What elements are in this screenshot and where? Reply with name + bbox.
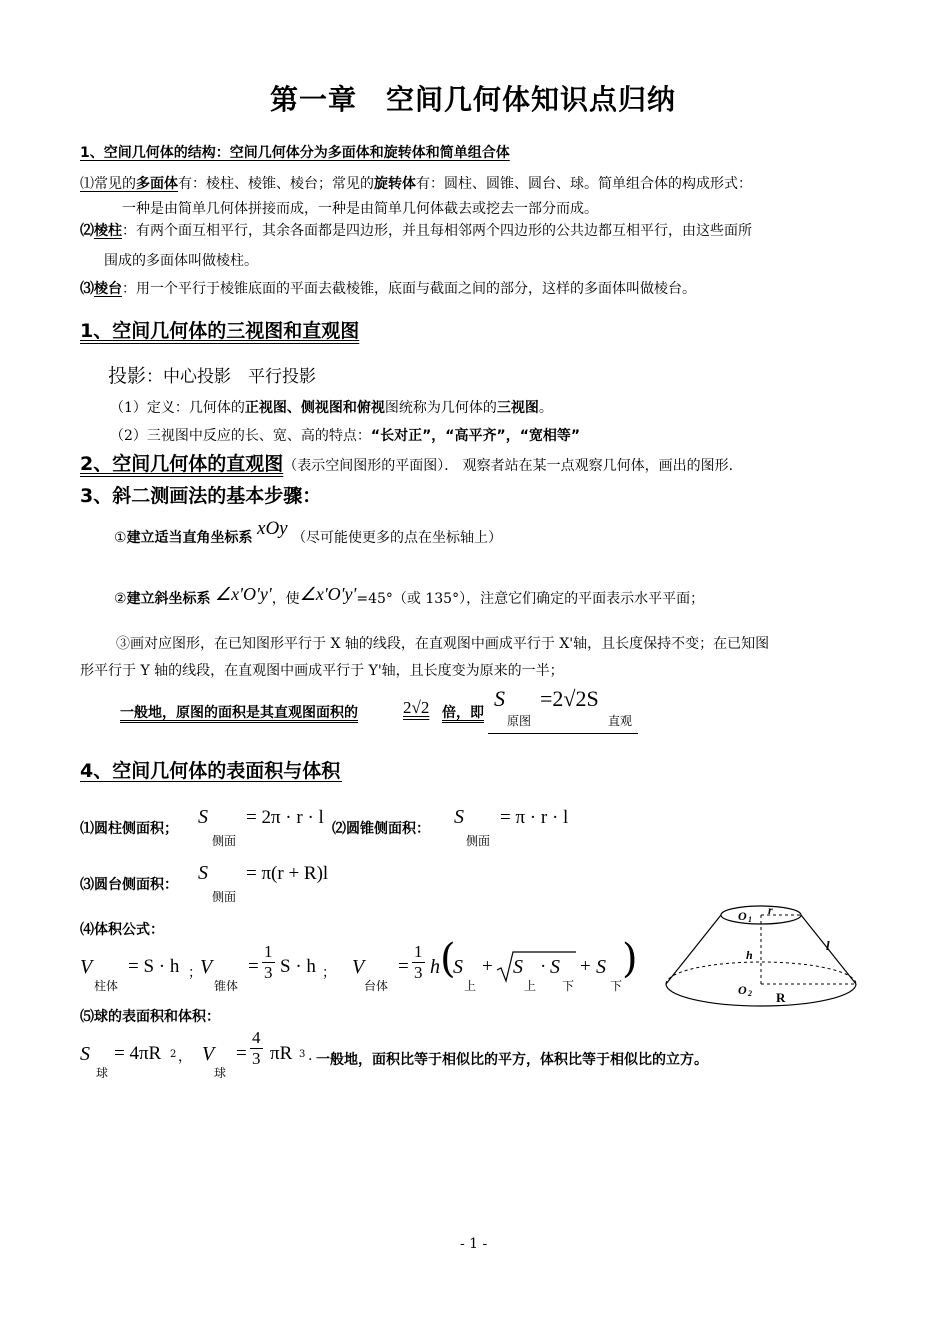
prism-term: 棱柱 (94, 223, 122, 239)
volume-formulas-label: ⑷体积公式： (80, 922, 164, 938)
frustum-lateral-label: ⑶圆台侧面积： (80, 877, 178, 893)
feature-rule: “长对正”，“高平齐”，“宽相等” (370, 428, 581, 444)
v-frustum: V (352, 956, 365, 978)
def-lead: （1）定义：几何体的 (110, 400, 245, 416)
structure-p1 (80, 173, 752, 193)
p2-num: ⑵ (80, 223, 94, 239)
frustum-rhs: = π(r + R)l (246, 863, 329, 884)
cone-lateral-label: ⑵圆锥侧面积： (332, 821, 430, 837)
v-sphere-rhs: πR (270, 1043, 293, 1064)
volume-formulas (80, 936, 660, 996)
projection-line (108, 361, 316, 388)
v-pyramid-num: 1 (264, 942, 273, 961)
step-2-num: ② (114, 591, 127, 607)
step-1-num: ① (114, 530, 127, 546)
p1-tail: 有：圆柱、圆锥、圆台、球。简单组合体的构成形式： (416, 176, 752, 192)
structure-p2 (80, 220, 752, 240)
frustum-diagram (662, 900, 862, 1015)
s-upper-sub: 上 (464, 979, 477, 993)
heading-underline (80, 781, 342, 782)
projection-types: ：中心投影 平行投影 (146, 367, 317, 387)
page-title: 第一章 空间几何体知识点归纳 (270, 83, 677, 116)
sphere-formulas (80, 1026, 840, 1086)
views-heading: 1、空间几何体的三视图和直观图 (80, 320, 360, 342)
plus-1: + (482, 956, 493, 977)
sqrt-s-upper-sub: 上 (524, 979, 537, 993)
v-prism-rhs: = S · h (128, 956, 180, 977)
label-o1-sub: 1 (748, 915, 752, 924)
direct-view-heading: 2、空间几何体的直观图 (80, 453, 284, 475)
cylinder-s-sub: 侧面 (212, 834, 237, 848)
polyhedron-term: 多面体 (136, 176, 178, 192)
v-pyramid: V (200, 956, 213, 978)
area-ratio-line (120, 686, 660, 736)
step-2 (114, 584, 705, 608)
label-l: l (826, 938, 830, 953)
v-prism: V (80, 956, 93, 978)
p3-text: ：用一个平行于棱锥底面的平面去截棱锥，底面与截面之间的部分，这样的多面体叫做棱台。 (122, 281, 696, 297)
direct-view-line (80, 449, 733, 476)
step-2-title: 建立斜坐标系 (126, 591, 211, 607)
v-frustum-frac (412, 942, 425, 983)
step-2-angle-2: ∠x'O'y' (299, 584, 357, 604)
structure-heading: 1、空间几何体的结构：空间几何体分为多面体和旋转体和简单组合体 (80, 145, 510, 161)
sphere-comma: ， (178, 1049, 192, 1065)
step-1-note: （尽可能使更多的点在坐标轴上） (292, 530, 503, 546)
v-sphere-eq: = (236, 1043, 247, 1064)
close-paren: ) (622, 936, 638, 982)
p1-mid: 有：棱柱、棱锥、棱台；常见的 (178, 176, 374, 192)
v-prism-sub: 柱体 (94, 979, 119, 993)
v-pyramid-frac (262, 942, 275, 983)
cone-s: S (454, 806, 464, 828)
step-3: ③画对应图形，在已知图形平行于 X 轴的线段，在直观图中画成平行于 X'轴，且长度保持不变；在已知图 (116, 636, 770, 652)
s-lower-sub: 下 (610, 979, 623, 993)
views-definition (110, 397, 553, 417)
v-frustum-sub: 台体 (364, 979, 389, 993)
step-1-math: xOy (257, 518, 288, 539)
label-o2: O (738, 983, 747, 997)
cylinder-rhs: = 2π · r · l (246, 807, 324, 828)
s-sphere-sub: 球 (96, 1066, 109, 1080)
page-number: - 1 - (460, 1236, 488, 1252)
v-pyramid-eq: = (248, 956, 259, 977)
v-frustum-h: h (430, 956, 440, 978)
p3-num: ⑶ (80, 281, 94, 297)
s-sphere-pow: 2 (170, 1049, 177, 1060)
steps-heading: 3、斜二测画法的基本步骤： (80, 485, 322, 507)
area-ratio-text-2: 倍，即 (442, 705, 484, 721)
area-ratio-text: 一般地，原图的面积是其直观图面积的 (120, 705, 358, 721)
structure-p1-cont: 一种是由简单几何体拼接而成，一种是由简单几何体截去或挖去一部分而成。 (122, 201, 598, 217)
direct-view-note: （表示空间图形的平面图）． 观察者站在某一点观察几何体，画出的图形. (283, 458, 734, 474)
step-3-cont: 形平行于 Y 轴的线段，在直观图中画成平行于 Y'轴，且长度变为原来的一半； (80, 663, 564, 679)
cone-rhs: = π · r · l (500, 807, 569, 828)
plus-2: + (580, 956, 591, 977)
s-intuitive-rhs: =2√2S (540, 686, 599, 711)
v-pyramid-sub: 锥体 (214, 979, 239, 993)
similarity-note: 一般地，面积比等于相似比的平方，体积比等于相似比的立方。 (316, 1052, 708, 1068)
v-frustum-eq: = (398, 956, 409, 977)
label-r: r (768, 903, 773, 917)
sqrt-s-lower-sub: 下 (562, 979, 575, 993)
solid-of-revolution-term: 旋转体 (374, 176, 416, 192)
v-frustum-num: 1 (414, 942, 423, 961)
sqrt-s-upper: S (513, 956, 523, 978)
area-ratio-coef: 2√2 (403, 698, 430, 717)
p1-lead: ⑴常见的 (80, 176, 136, 192)
v-frustum-den: 3 (414, 963, 423, 982)
frustum-term: 棱台 (94, 281, 122, 297)
def-views: 正视图、侧视图和俯视 (244, 400, 385, 416)
def-end: 。 (538, 400, 553, 416)
s-intuitive-sub: 直观 (608, 714, 633, 728)
s-original: S (494, 686, 505, 711)
v-sphere-pow: 3 (299, 1049, 306, 1060)
feature-lead: （2）三视图中反应的长、宽、高的特点： (110, 428, 371, 444)
area-volume-heading: 4、空间几何体的表面积与体积 (80, 760, 341, 782)
v-sphere: V (202, 1043, 215, 1065)
structure-p3 (80, 278, 696, 298)
sep-1: ； (188, 965, 202, 981)
frustum-figure (662, 900, 862, 1015)
label-big-r: R (776, 990, 786, 1005)
sqrt-dot: · (540, 956, 547, 977)
def-mid: 图统称为几何体的 (384, 400, 497, 416)
v-sphere-num: 4 (252, 1028, 261, 1047)
p2-text: ：有两个面互相平行，其余各面都是四边形，并且每相邻两个四边形的公共边都互相平行，由这些面所 (122, 223, 752, 239)
cone-s-sub: 侧面 (466, 834, 491, 848)
step-2-mid: ，使 (271, 591, 300, 607)
step-1 (114, 518, 503, 548)
label-o2-sub: 2 (748, 989, 752, 998)
sphere-label: ⑸球的表面积和体积： (80, 1009, 220, 1025)
s-original-sub: 原图 (507, 714, 532, 728)
sep-2: ； (322, 965, 336, 981)
cylinder-s: S (198, 806, 208, 828)
s-sphere: S (80, 1043, 90, 1065)
formula-underline (488, 733, 638, 734)
def-three-views: 三视图 (496, 400, 539, 416)
sqrt-s-lower: S (550, 956, 560, 978)
sphere-dot: . (308, 1048, 313, 1064)
structure-p2-cont: 围成的多面体叫做棱柱。 (104, 253, 258, 269)
label-o1: O (738, 909, 747, 923)
cylinder-lateral-label: ⑴圆柱侧面积； (80, 821, 178, 837)
step-2-tail: =45°（或 135°），注意它们确定的平面表示水平平面； (356, 591, 705, 607)
step-1-title: 建立适当直角坐标系 (126, 530, 253, 546)
s-upper: S (453, 956, 463, 978)
frustum-s: S (198, 862, 208, 884)
v-sphere-frac (250, 1028, 263, 1069)
v-pyramid-rhs: S · h (280, 956, 316, 977)
open-paren: ( (440, 936, 456, 982)
step-2-angle: ∠x'O'y' (215, 584, 272, 604)
v-sphere-den: 3 (252, 1049, 261, 1068)
v-sphere-sub: 球 (214, 1066, 227, 1080)
s-lower: S (596, 956, 606, 978)
label-h: h (746, 948, 753, 962)
s-sphere-rhs: = 4πR (114, 1043, 162, 1064)
projection-term: 投影 (108, 365, 147, 387)
frustum-s-sub: 侧面 (212, 890, 237, 904)
v-pyramid-den: 3 (264, 963, 273, 982)
views-features (110, 425, 580, 445)
